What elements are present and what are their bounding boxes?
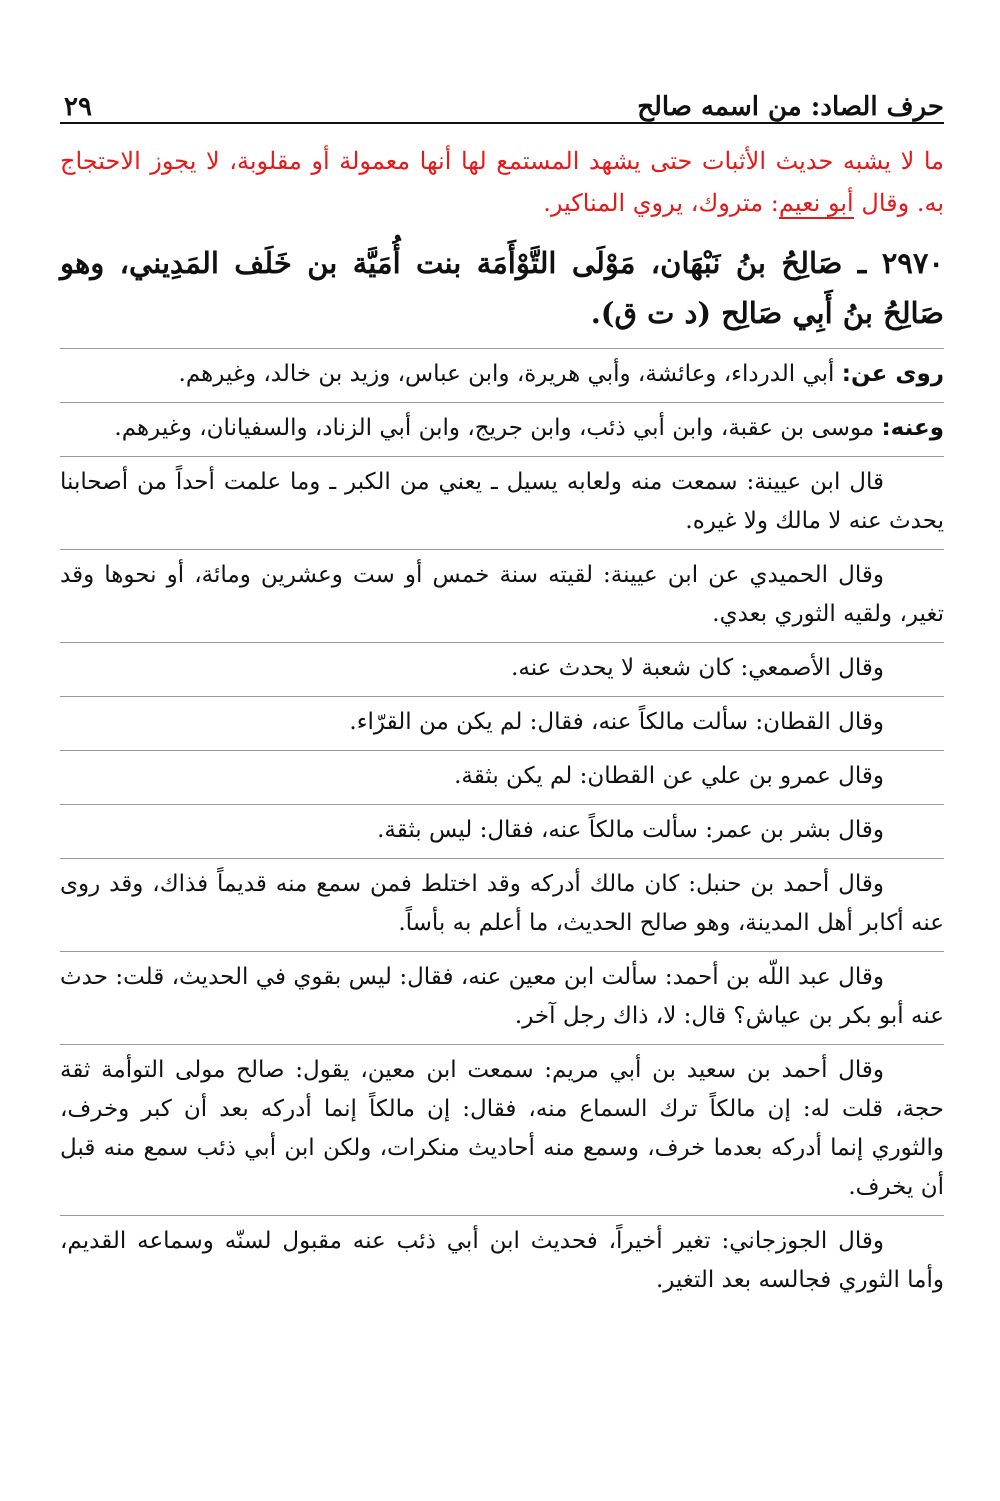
paragraph-text: وقال الأصمعي: كان شعبة لا يحدث عنه. [511,655,884,681]
red-note-text: ما لا يشبه حديث الأثبات حتى يشهد المستمع لها أنها معمولة أو مقلوبة، لا يجوز الاحتجاج به. وقال [60,147,944,217]
entry-title: ٢٩٧٠ ـ صَالِحُ بنُ نَبْهَان، مَوْلَى التَّوْأَمَة بنت أُمَيَّة بن خَلَف المَدِيني، وهو صَالِحُ بنُ أَبِي صَالِح (د ت ق). [60,246,944,330]
narrators-paragraph [60,402,944,456]
paragraph-text: وقال الجوزجاني: تغير أخيراً، فحديث ابن أبي ذئب عنه مقبول لسنّه وسماعه القديم، وأما الثوري فجالسه بعد التغير. [60,1228,944,1293]
page-number: ٢٩ [64,92,92,122]
paragraph-text: وقال عبد اللّه بن أحمد: سألت ابن معين عنه، فقال: ليس بقوي في الحديث، قلت: حدث عنه أبو بكر بن عياش؟ قال: لا، ذاك رجل آخر. [60,964,944,1029]
paragraph-text: وقال أحمد بن سعيد بن أبي مريم: سمعت ابن معين، يقول: صالح مولى التوأمة ثقة حجة، قلت له: إن مالكاً ترك السماع منه، فقال: إن مالكاً إنما أدركه بعد أن كبر وخرف، والثوري إنما أدركه بعدما خرف، وسمع منه أحاديث منكرات، ولكن ابن أبي ذئب سمع منه قبل أن يخرف. [60,1057,945,1200]
running-title: حرف الصاد: من اسمه صالح [637,92,944,122]
narrators-text: موسى بن عقبة، وابن أبي ذئب، وابن جريج، وابن أبي الزناد، والسفيانان، وغيرهم. [114,415,875,441]
paragraph [60,456,944,549]
paragraph [60,549,944,642]
paragraph [60,804,944,858]
paragraph-text: قال ابن عيينة: سمعت منه ولعابه يسيل ـ يعني من الكبر ـ وما علمت أحداً من أصحابنا يحدث عنه لا مالك ولا غيره. [60,469,944,534]
narrated-from-label: روى عن: [841,361,944,387]
red-note-underlined-name: أبو نعيم [778,189,854,217]
paragraph-text: وقال أحمد بن حنبل: كان مالك أدركه وقد اختلط فمن سمع منه قديماً فذاك، وقد روى عنه أكابر أهل المدينة، وهو صالح الحديث، ما أعلم به بأساً. [60,871,944,936]
paragraph [60,750,944,804]
narrated-from-text: أبي الدرداء، وعائشة، وأبي هريرة، وابن عباس، وزيد بن خالد، وغيرهم. [178,361,835,387]
paragraph [60,858,944,951]
narrators-label: وعنه: [881,415,944,441]
paragraph-text: وقال عمرو بن علي عن القطان: لم يكن بثقة. [454,763,884,789]
paragraph [60,642,944,696]
paragraph [60,1044,944,1215]
paragraph [60,696,944,750]
page-header [60,78,944,124]
red-note [60,140,944,224]
paragraph [60,1215,944,1308]
paragraph-text: وقال القطان: سألت مالكاً عنه، فقال: لم يكن من القرّاء. [349,709,884,735]
paragraph [60,951,944,1044]
paragraph-text: وقال الحميدي عن ابن عيينة: لقيته سنة خمس أو ست وعشرين ومائة، أو نحوها وقد تغير، ولقيه الثوري بعدي. [60,562,944,627]
narrated-from-paragraph [60,348,944,402]
book-page [60,78,944,1308]
red-note-tail: : متروك، يروي المناكير. [543,189,779,217]
paragraph-text: وقال بشر بن عمر: سألت مالكاً عنه، فقال: ليس بثقة. [377,817,884,843]
